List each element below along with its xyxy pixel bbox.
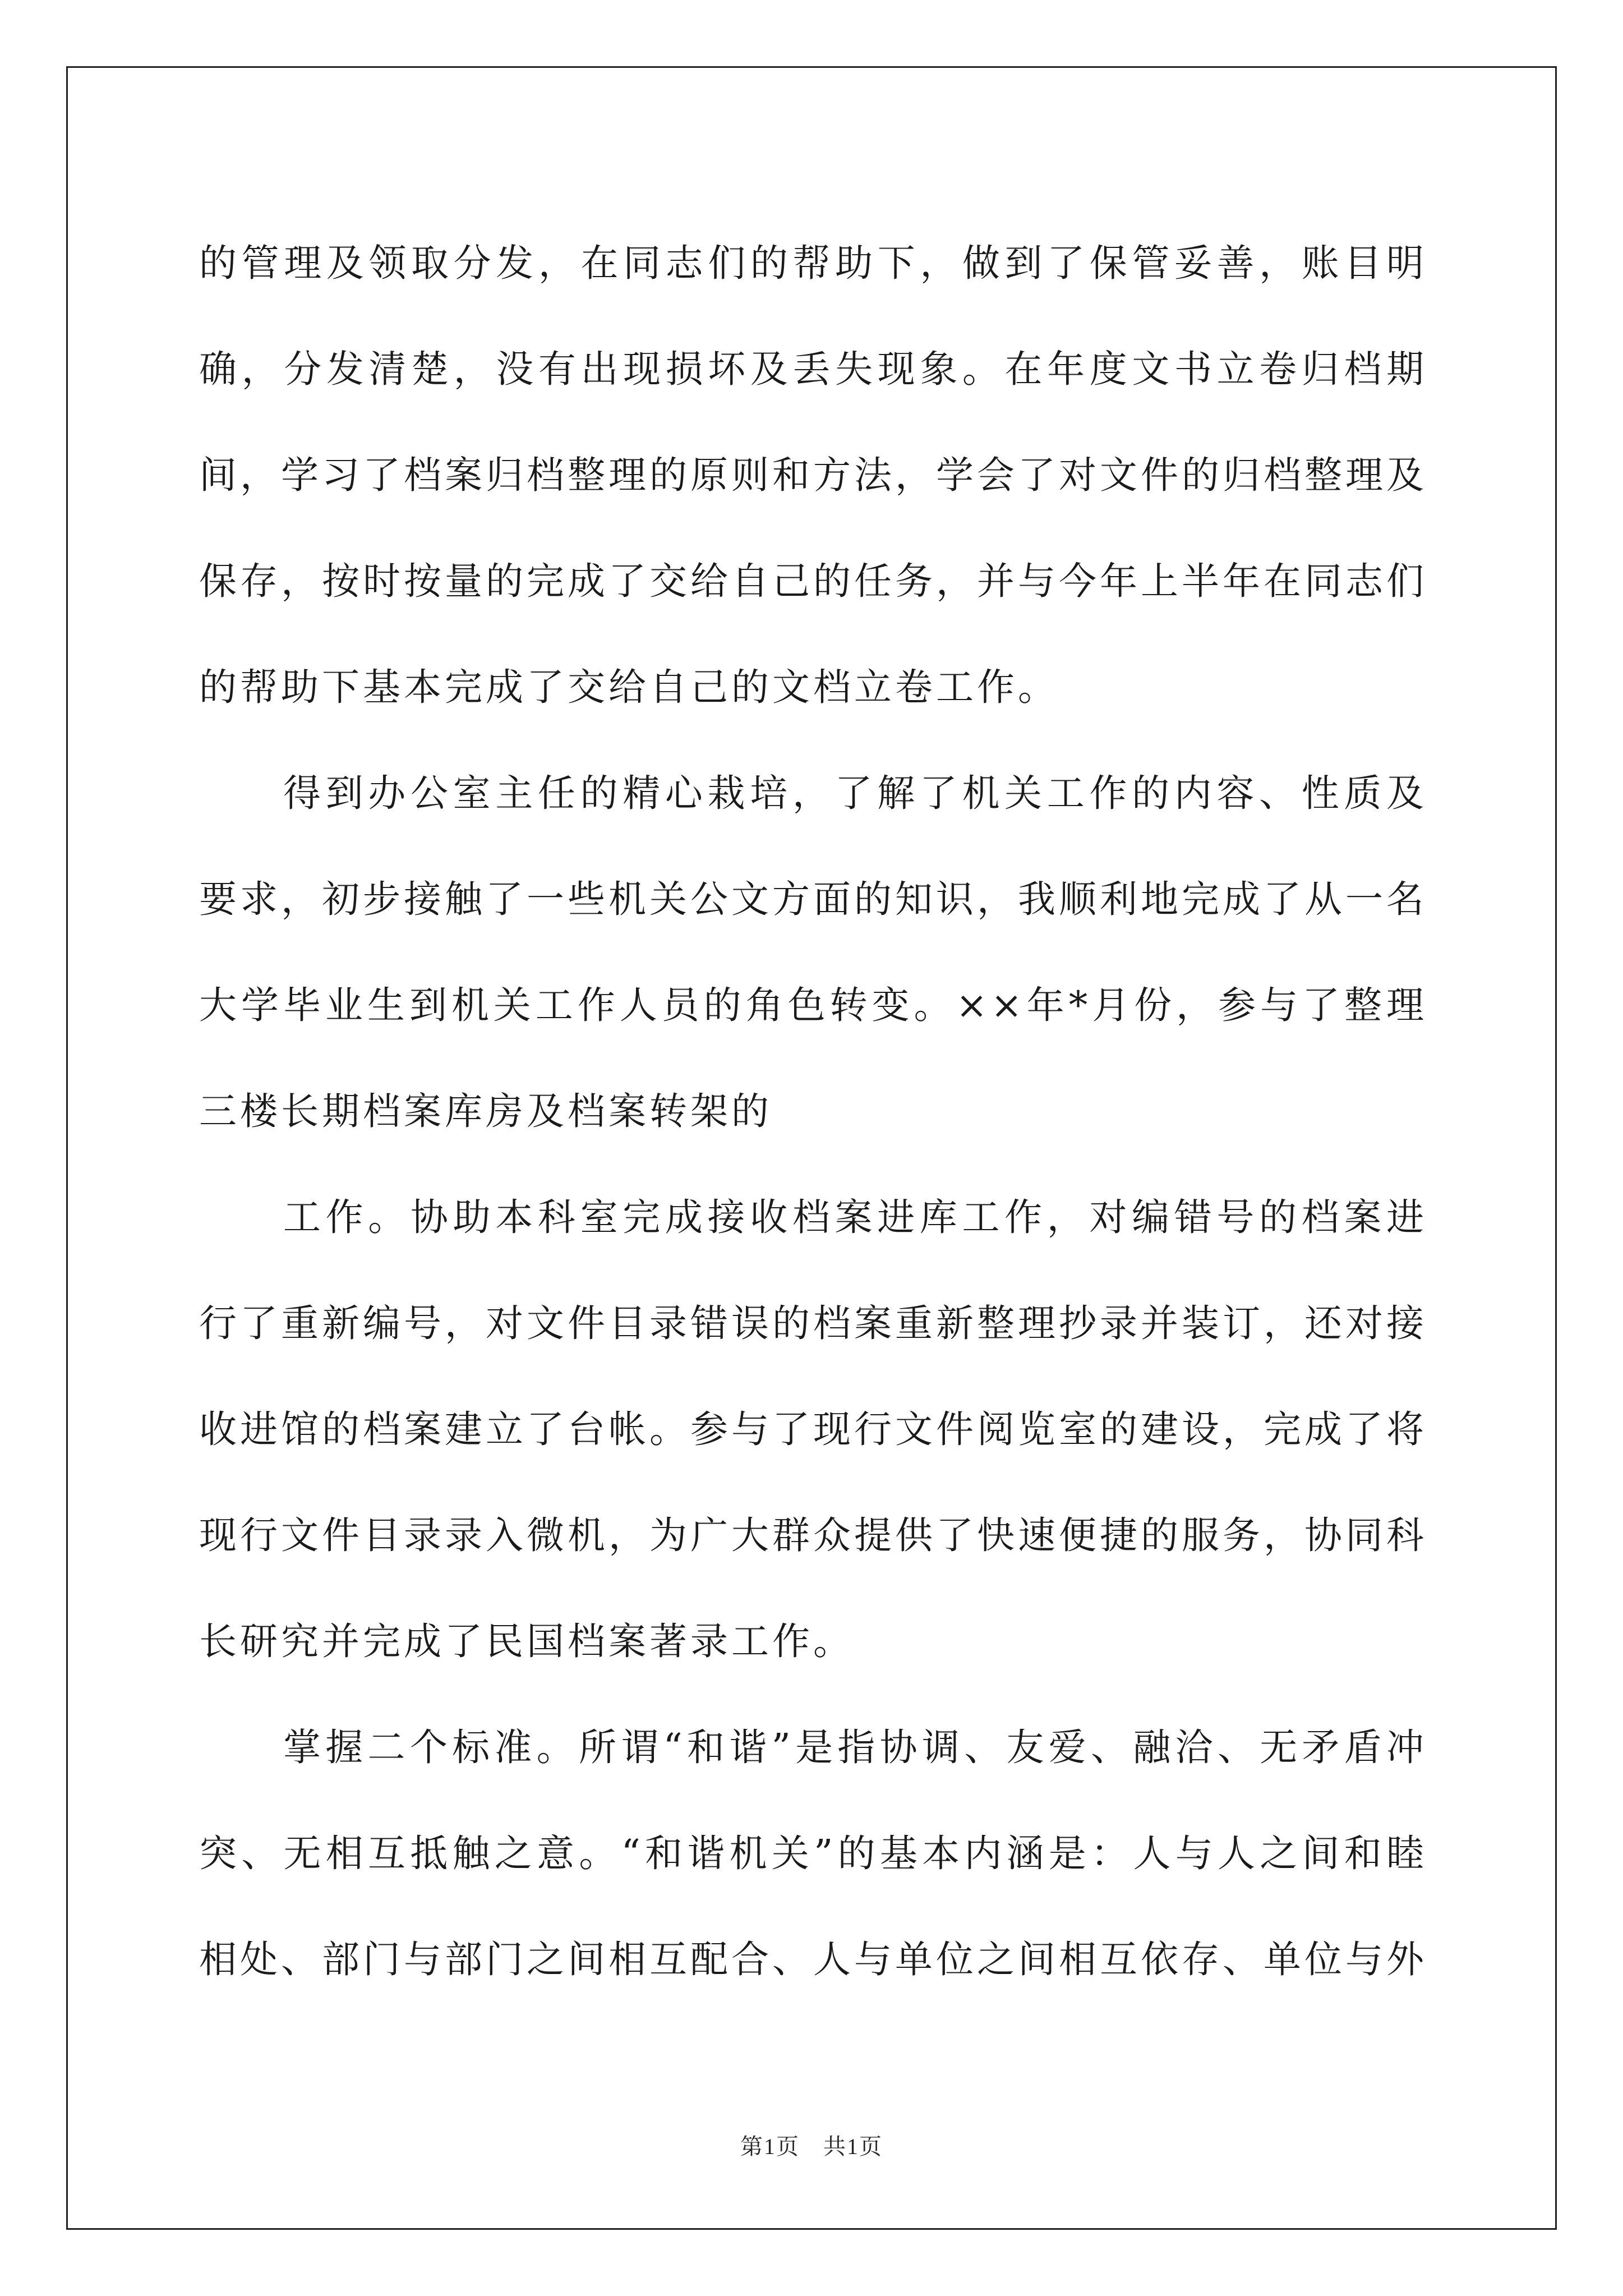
page-footer <box>0 2129 1623 2161</box>
paragraph: 工作。协助本科室完成接收档案进库工作，对编错号的档案进行了重新编号，对文件目录错误的档案重新整理抄录并装订，还对接收进馆的档案建立了台帐。参与了现行文件阅览室的建设，完成了将现行文件目录录入微机，为广大群众提供了快速便捷的服务，协同科长研究并完成了民国档案著录工作。 <box>199 1195 1427 1663</box>
page-total: 共1页 <box>823 2134 883 2159</box>
document-body <box>199 210 1427 2013</box>
page-number: 第1页 <box>740 2134 800 2159</box>
paragraph: 得到办公室主任的精心栽培，了解了机关工作的内容、性质及要求，初步接触了一些机关公文方面的知识，我顺利地完成了从一名大学毕业生到机关工作人员的角色转变。××年*月份，参与了整理三楼长期档案库房及档案转架的 <box>199 771 1427 1133</box>
paragraph: 掌握二个标准。所谓“和谐”是指协调、友爱、融洽、无矛盾冲突、无相互抵触之意。“和谐机关”的基本内涵是：人与人之间和睦相处、部门与部门之间相互配合、人与单位之间相互依存、单位与外 <box>199 1726 1427 1981</box>
paragraph: 的管理及领取分发，在同志们的帮助下，做到了保管妥善，账目明确，分发清楚，没有出现损坏及丢失现象。在年度文书立卷归档期间，学习了档案归档整理的原则和方法，学会了对文件的归档整理及保存，按时按量的完成了交给自己的任务，并与今年上半年在同志们的帮助下基本完成了交给自己的文档立卷工作。 <box>199 241 1427 709</box>
